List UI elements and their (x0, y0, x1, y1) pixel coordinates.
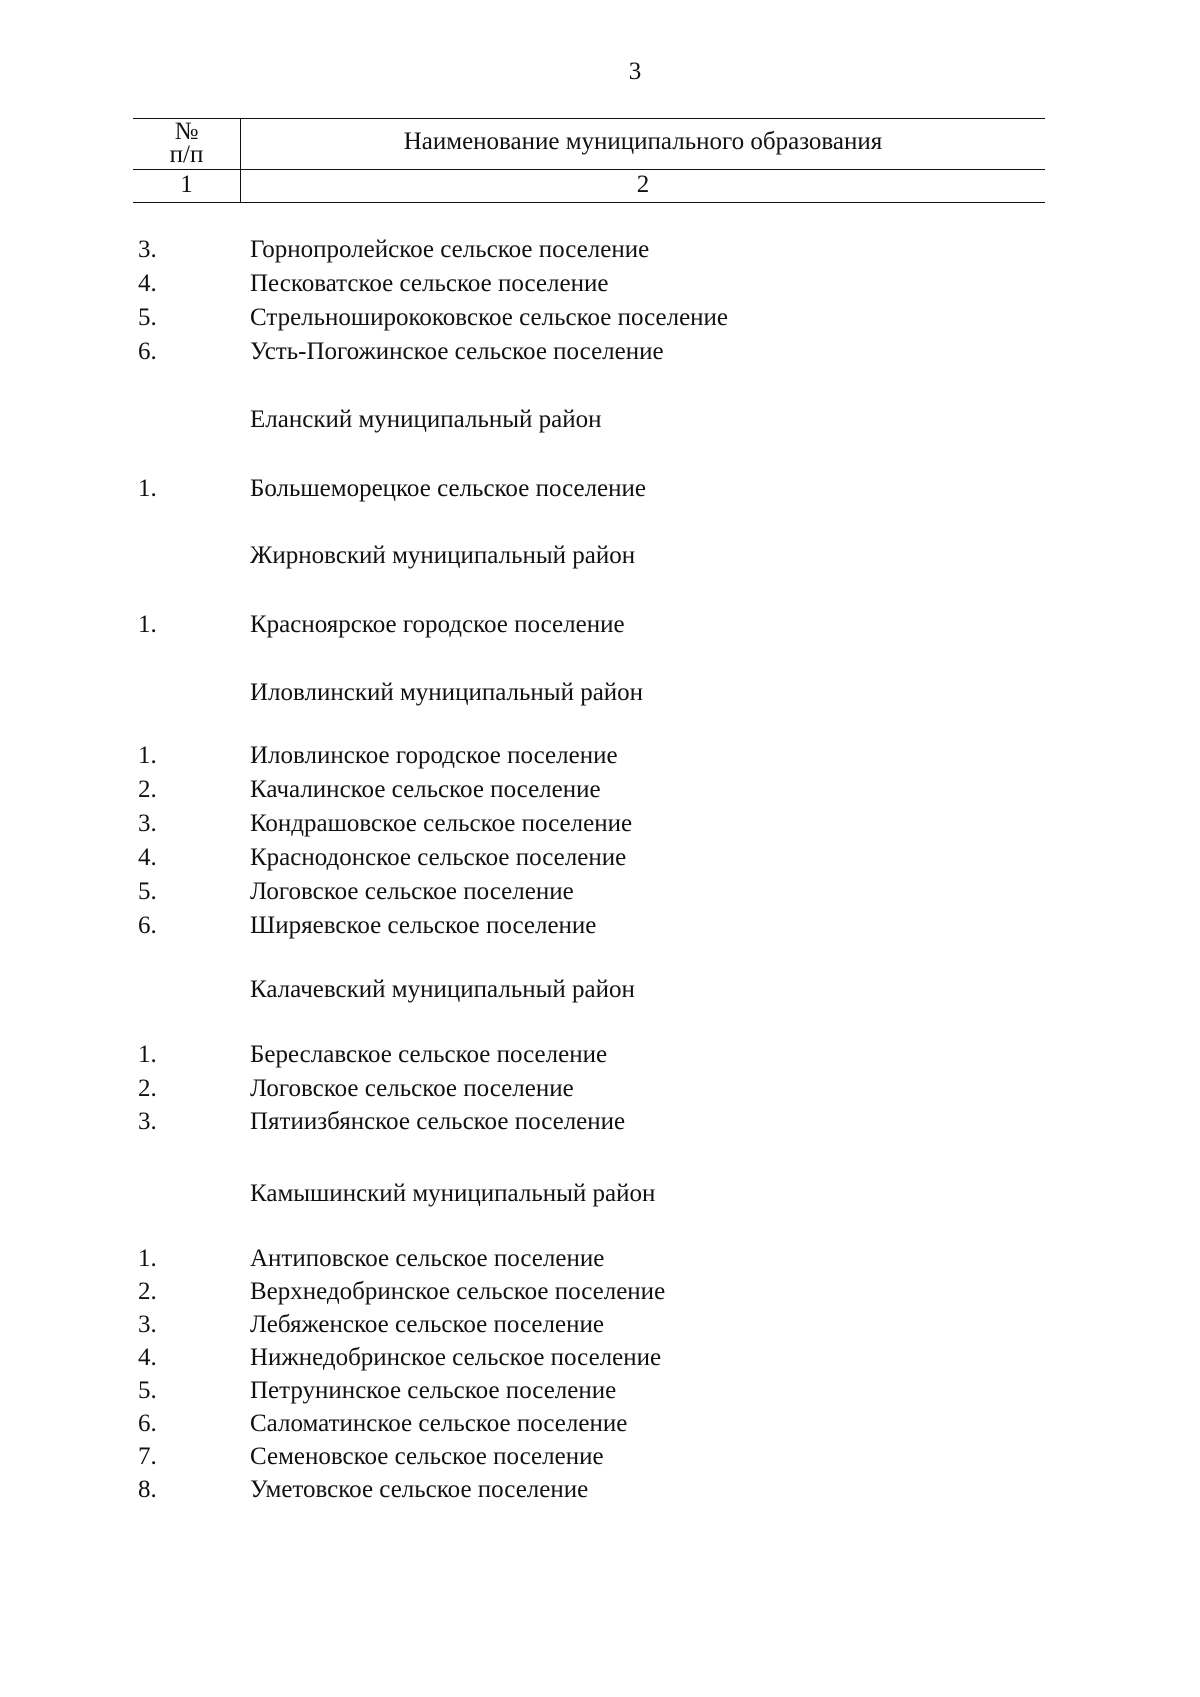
item-number: 3. (138, 1311, 157, 1338)
settlement-name: Стрельноширококовское сельское поселение (250, 304, 729, 331)
item-number: 1. (138, 475, 157, 502)
item-number: 3. (138, 1108, 157, 1135)
item-number: 1. (138, 1041, 157, 1068)
district-heading: Иловлинский муниципальный район (250, 679, 644, 706)
settlement-name: Нижнедобринское сельское поселение (250, 1344, 662, 1371)
settlement-name: Большеморецкое сельское поселение (250, 475, 646, 502)
item-number: 5. (138, 1377, 157, 1404)
settlement-name: Краснодонское сельское поселение (250, 844, 627, 871)
settlement-name: Антиповское сельское поселение (250, 1245, 605, 1272)
header-col1-index: 1 (180, 171, 193, 198)
item-number: 5. (138, 878, 157, 905)
item-number: 7. (138, 1443, 157, 1470)
item-number: 6. (138, 338, 157, 365)
district-heading: Жирновский муниципальный район (250, 542, 636, 569)
item-number: 1. (138, 1245, 157, 1272)
settlement-name: Пятиизбянское сельское поселение (250, 1108, 626, 1135)
item-number: 1. (138, 742, 157, 769)
item-number: 3. (138, 810, 157, 837)
settlement-name: Кондрашовское сельское поселение (250, 810, 633, 837)
header-top-rule (133, 118, 1045, 119)
item-number: 6. (138, 1410, 157, 1437)
settlement-name: Верхнедобринское сельское поселение (250, 1278, 666, 1305)
item-number: 1. (138, 611, 157, 638)
header-number-symbol: № (174, 118, 199, 145)
item-number: 4. (138, 270, 157, 297)
item-number: 8. (138, 1476, 157, 1503)
settlement-name: Логовское сельское поселение (250, 878, 574, 905)
item-number: 2. (138, 1278, 157, 1305)
item-number: 6. (138, 912, 157, 939)
header-col2-index: 2 (636, 171, 650, 198)
header-middle-rule (133, 169, 1045, 170)
settlement-name: Семеновское сельское поселение (250, 1443, 604, 1470)
settlement-name: Лебяженское сельское поселение (250, 1311, 604, 1338)
district-heading: Еланский муниципальный район (250, 406, 602, 433)
settlement-name: Красноярское городское поселение (250, 611, 625, 638)
item-number: 2. (138, 1074, 157, 1102)
settlement-name: Уметовское сельское поселение (250, 1476, 589, 1503)
header-number-abbrev: п/п (169, 141, 204, 168)
settlement-name: Ширяевское сельское поселение (250, 912, 597, 939)
settlement-name: Петрунинское сельское поселение (250, 1377, 617, 1404)
district-heading: Калачевский муниципальный район (250, 976, 635, 1003)
settlement-name: Саломатинское сельское поселение (250, 1410, 628, 1437)
item-number: 4. (138, 1344, 157, 1371)
settlement-name: Качалинское сельское поселение (250, 776, 601, 803)
district-heading: Камышинский муниципальный район (250, 1180, 656, 1207)
item-number: 3. (138, 236, 157, 263)
settlement-name: Горнопролейское сельское поселение (250, 236, 650, 263)
settlement-name: Усть-Погожинское сельское поселение (250, 338, 664, 365)
table-header (133, 118, 1045, 203)
item-number: 4. (138, 844, 157, 871)
settlement-name: Песковатское сельское поселение (250, 270, 609, 297)
header-name-column: Наименование муниципального образования (403, 128, 883, 155)
settlement-name: Иловлинское городское поселение (250, 742, 618, 769)
item-number: 2. (138, 776, 157, 803)
header-bottom-rule (133, 202, 1045, 203)
settlement-name: Логовское сельское поселение (250, 1074, 574, 1102)
settlement-name: Береславское сельское поселение (250, 1041, 608, 1068)
item-number: 5. (138, 304, 157, 331)
page-number: 3 (628, 58, 642, 85)
